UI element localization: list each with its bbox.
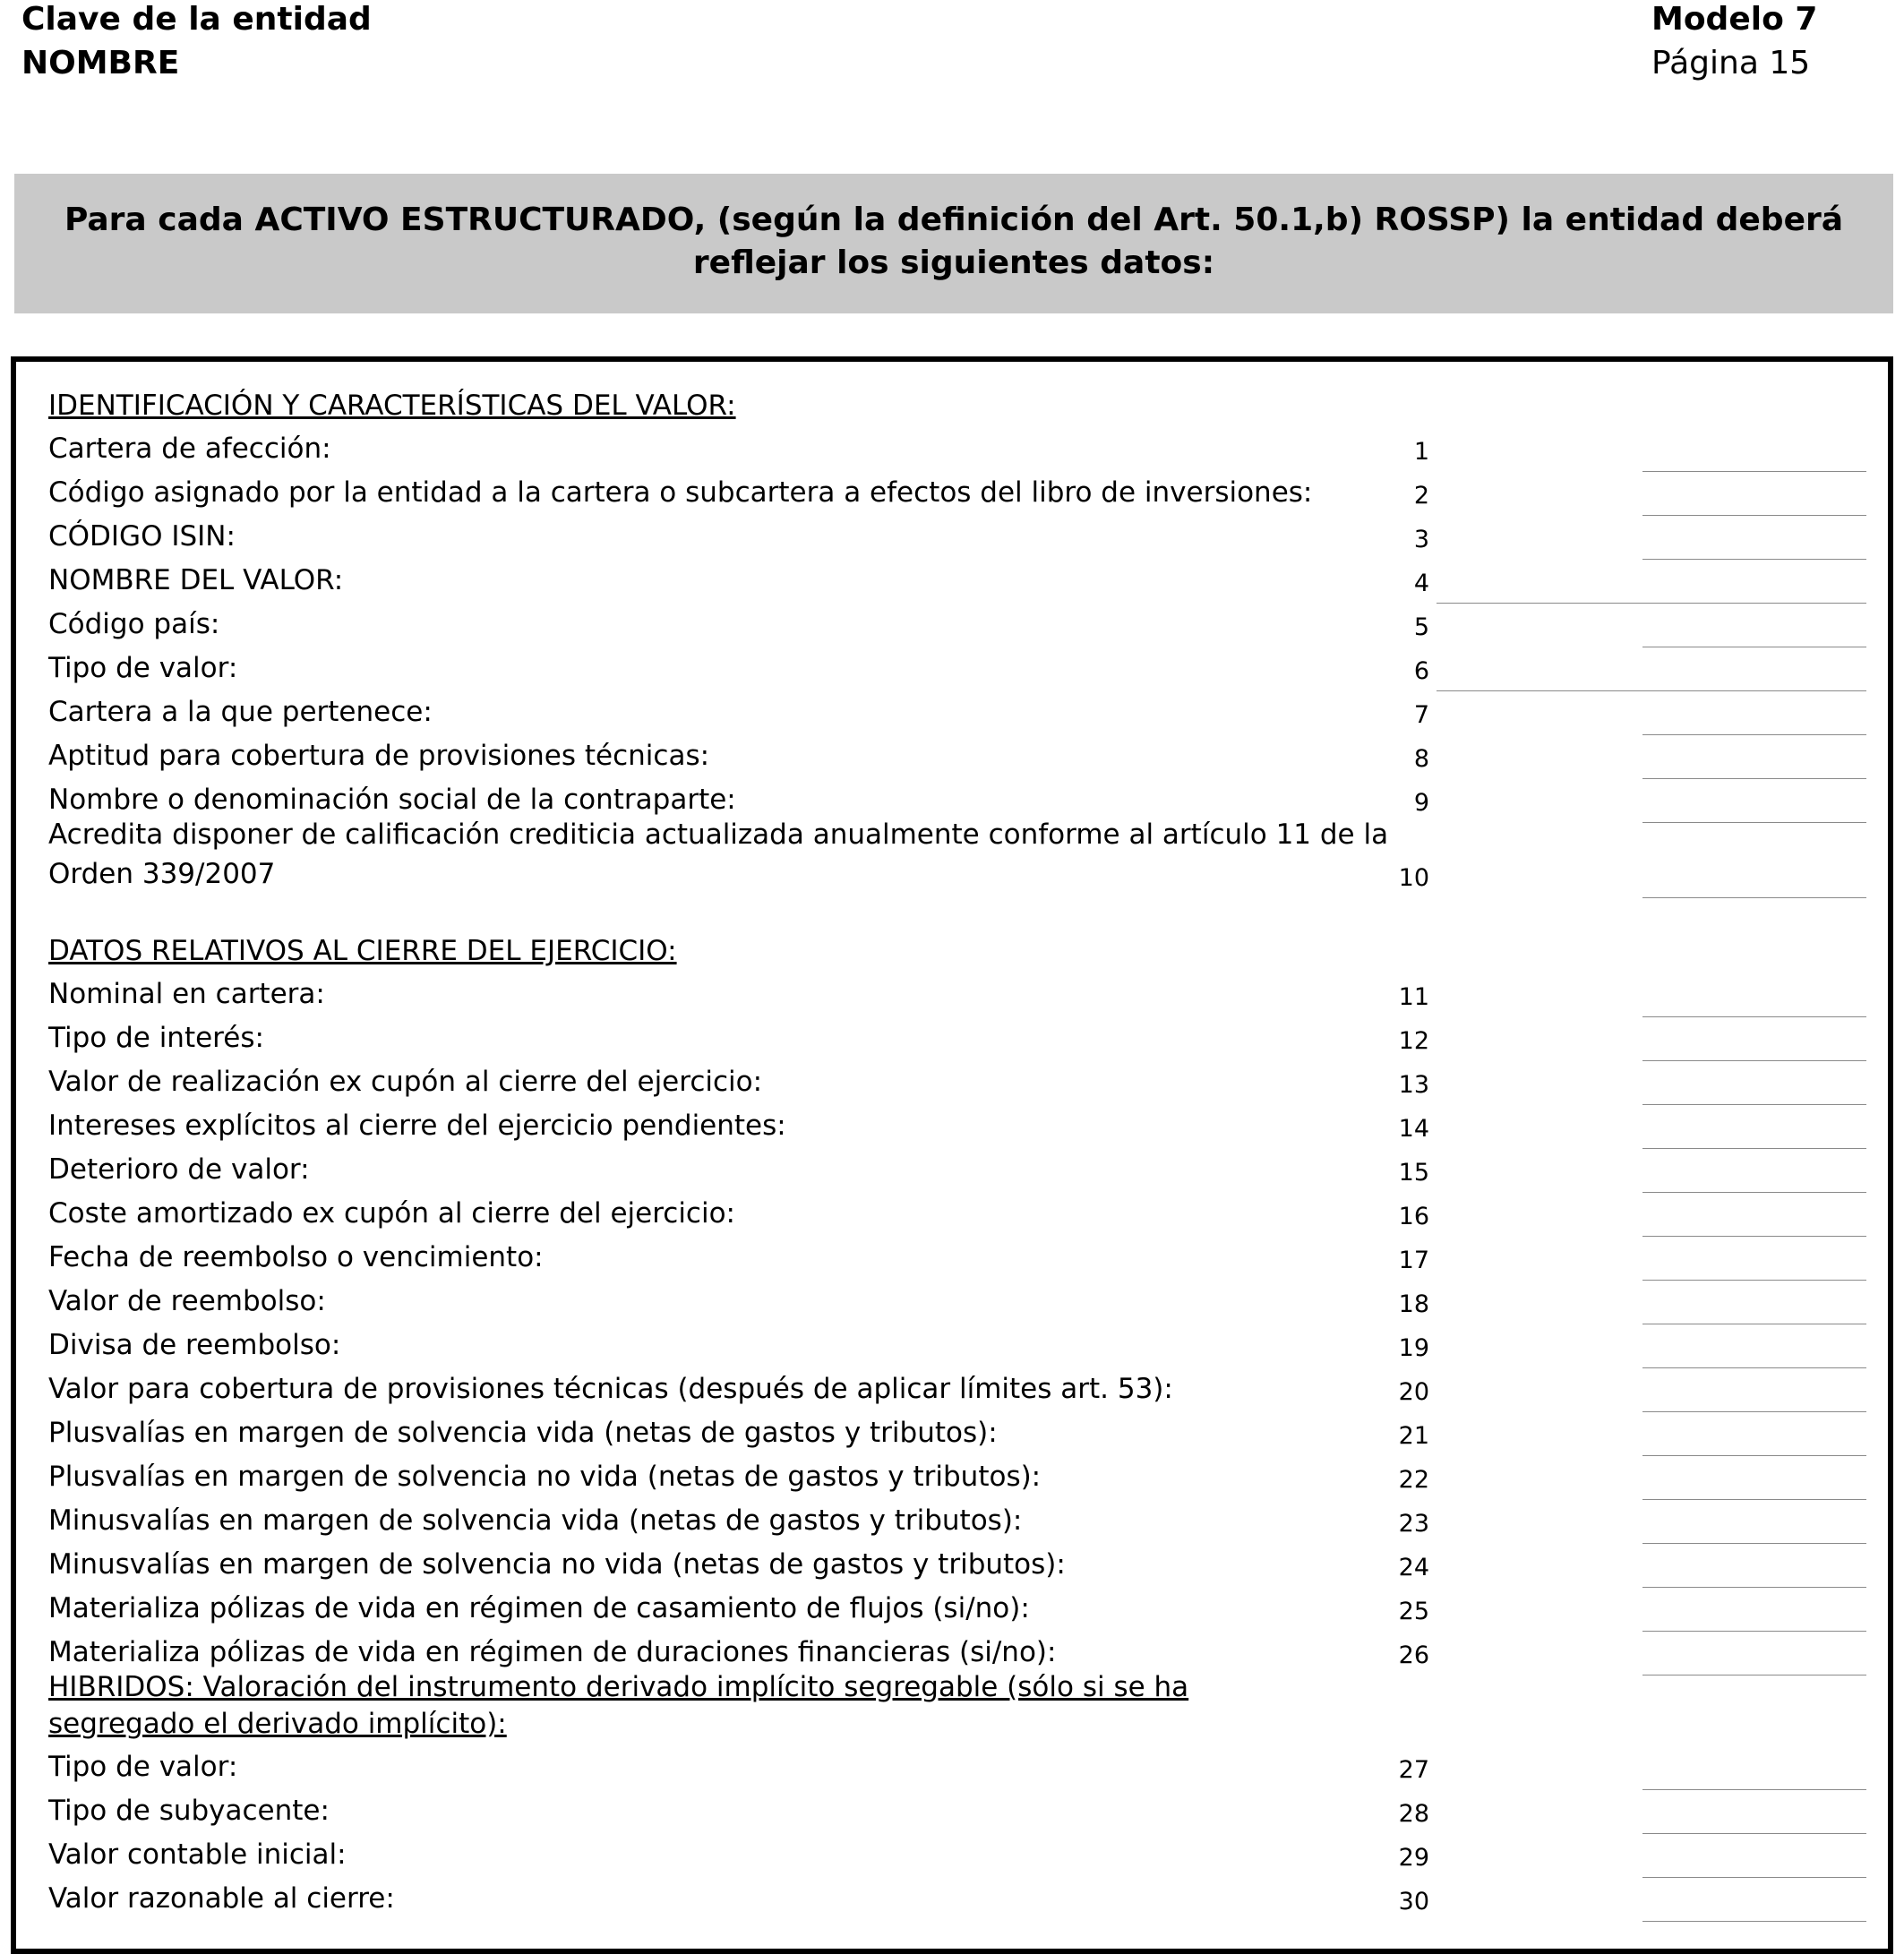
- field-number: 3: [1413, 526, 1429, 553]
- form-row: [48, 1150, 1866, 1194]
- field-number: 24: [1398, 1554, 1429, 1581]
- form-row: [48, 1413, 1866, 1457]
- form-row: [48, 473, 1866, 517]
- form-row: [48, 1879, 1866, 1923]
- entity-key-label: Clave de la entidad: [21, 1, 372, 38]
- section-identification: IDENTIFICACIÓN Y CARACTERÍSTICAS DEL VALOR:: [48, 390, 736, 422]
- field-label: Nominal en cartera:: [48, 978, 325, 1010]
- field-number: 7: [1413, 701, 1429, 729]
- field-label: Coste amortizado ex cupón al cierre del ejercicio:: [48, 1197, 735, 1230]
- form-row: [48, 648, 1866, 692]
- answer-field-line[interactable]: [1642, 1587, 1866, 1588]
- form-row: [48, 1106, 1866, 1150]
- field-label: Divisa de reembolso:: [48, 1329, 341, 1361]
- answer-field-line[interactable]: [1642, 515, 1866, 516]
- form-row: [48, 1194, 1866, 1238]
- form-row: [48, 736, 1866, 780]
- field-label: Plusvalías en margen de solvencia vida (netas de gastos y tributos):: [48, 1417, 998, 1449]
- answer-field-line[interactable]: [1642, 1060, 1866, 1061]
- answer-field-line[interactable]: [1642, 1016, 1866, 1017]
- field-number: 11: [1398, 983, 1429, 1011]
- field-label: Cartera de afección:: [48, 433, 331, 465]
- field-number: 19: [1398, 1334, 1429, 1362]
- field-number: 20: [1398, 1378, 1429, 1406]
- form-row: [48, 561, 1866, 604]
- field-number: 8: [1413, 745, 1429, 773]
- form-row: [48, 1589, 1866, 1633]
- instruction-line-1: Para cada ACTIVO ESTRUCTURADO, (según la definición del Art. 50.1,b) ROSSP) la entidad deberá: [64, 201, 1844, 238]
- answer-field-line[interactable]: [1642, 471, 1866, 472]
- instruction-line-2: reflejar los siguientes datos:: [692, 244, 1215, 281]
- field-label: Minusvalías en margen de solvencia no vida (netas de gastos y tributos):: [48, 1548, 1066, 1581]
- form-row: [48, 1062, 1866, 1106]
- answer-field-line[interactable]: [1642, 1455, 1866, 1456]
- section-closing-data: DATOS RELATIVOS AL CIERRE DEL EJERCICIO:: [48, 935, 677, 967]
- field-number: 4: [1413, 570, 1429, 597]
- field-number: 29: [1398, 1844, 1429, 1872]
- field-number: 22: [1398, 1466, 1429, 1494]
- field-number: 26: [1398, 1641, 1429, 1669]
- field-number: 9: [1413, 789, 1429, 817]
- field-number: 13: [1398, 1071, 1429, 1099]
- field-number: 25: [1398, 1598, 1429, 1625]
- field-number: 17: [1398, 1247, 1429, 1274]
- page-number: Página 15: [1651, 45, 1811, 81]
- field-number: 6: [1413, 657, 1429, 685]
- form-row: [48, 1281, 1866, 1325]
- answer-field-line[interactable]: [1437, 690, 1866, 691]
- field-number: 16: [1398, 1203, 1429, 1230]
- answer-field-line[interactable]: [1642, 1104, 1866, 1105]
- field-label: Tipo de valor:: [48, 1751, 238, 1783]
- form-row: [48, 1633, 1866, 1676]
- form-row: [48, 517, 1866, 561]
- instruction-banner: [14, 174, 1893, 313]
- field-number: 23: [1398, 1510, 1429, 1538]
- field-number: 30: [1398, 1888, 1429, 1915]
- field-label: Código asignado por la entidad a la cartera o subcartera a efectos del libro de inversiones:: [48, 476, 1313, 509]
- field-number: 12: [1398, 1027, 1429, 1055]
- field-number: 18: [1398, 1290, 1429, 1318]
- model-label: Modelo 7: [1651, 1, 1818, 38]
- field-label: Tipo de valor:: [48, 652, 238, 684]
- field-label: Acredita disponer de calificación crediticia actualizada anualmente conforme al artículo 11 de la Orden 339/2007: [48, 818, 1389, 890]
- field-label: CÓDIGO ISIN:: [48, 520, 236, 553]
- form-row: [48, 1791, 1866, 1835]
- answer-field-line[interactable]: [1642, 1148, 1866, 1149]
- answer-field-line[interactable]: [1642, 1877, 1866, 1878]
- field-label: NOMBRE DEL VALOR:: [48, 564, 344, 596]
- answer-field-line[interactable]: [1642, 559, 1866, 560]
- form-row: [48, 1018, 1866, 1062]
- field-label: Plusvalías en margen de solvencia no vida (netas de gastos y tributos):: [48, 1461, 1042, 1493]
- field-number: 27: [1398, 1756, 1429, 1784]
- answer-field-line[interactable]: [1642, 1833, 1866, 1834]
- field-label: Código país:: [48, 608, 220, 640]
- field-label: Deterioro de valor:: [48, 1153, 310, 1186]
- answer-field-line[interactable]: [1642, 1367, 1866, 1368]
- form-row: [48, 1325, 1866, 1369]
- field-label: Valor para cobertura de provisiones técnicas (después de aplicar límites art. 53):: [48, 1373, 1173, 1405]
- form-row: [48, 692, 1866, 736]
- field-number: 15: [1398, 1159, 1429, 1187]
- field-label: Aptitud para cobertura de provisiones técnicas:: [48, 740, 710, 772]
- field-number: 2: [1413, 482, 1429, 510]
- form-row: [48, 1747, 1866, 1791]
- instruction-text: [14, 199, 1893, 285]
- answer-field-line[interactable]: [1642, 1499, 1866, 1500]
- field-label: Valor de realización ex cupón al cierre del ejercicio:: [48, 1066, 763, 1098]
- field-label: Nombre o denominación social de la contraparte:: [48, 784, 736, 816]
- form-row: [48, 819, 1866, 899]
- field-label: Tipo de subyacente:: [48, 1795, 330, 1827]
- field-label: Materializa pólizas de vida en régimen de duraciones financieras (si/no):: [48, 1636, 1057, 1668]
- answer-field-line[interactable]: [1642, 1921, 1866, 1922]
- field-label: Tipo de interés:: [48, 1022, 264, 1054]
- field-label: Intereses explícitos al cierre del ejercicio pendientes:: [48, 1110, 786, 1142]
- answer-field-line[interactable]: [1642, 1280, 1866, 1281]
- field-label: Valor contable inicial:: [48, 1838, 347, 1871]
- form-row: [48, 1238, 1866, 1281]
- field-label: Valor razonable al cierre:: [48, 1882, 395, 1915]
- field-label: Valor de reembolso:: [48, 1285, 326, 1317]
- answer-field-line[interactable]: [1642, 1543, 1866, 1544]
- section-hybrids: HIBRIDOS: Valoración del instrumento derivado implícito segregable (sólo si se ha segregado el derivado implícito):: [48, 1671, 1189, 1740]
- answer-field-line[interactable]: [1642, 1789, 1866, 1790]
- form-row: [48, 1457, 1866, 1501]
- answer-field-line[interactable]: [1642, 1236, 1866, 1237]
- field-label: Fecha de reembolso o vencimiento:: [48, 1241, 544, 1273]
- field-number: 28: [1398, 1800, 1429, 1828]
- field-number: 14: [1398, 1115, 1429, 1143]
- answer-field-line[interactable]: [1642, 1192, 1866, 1193]
- form-row: [48, 974, 1866, 1018]
- form-row: [48, 1545, 1866, 1589]
- form-row: [48, 1369, 1866, 1413]
- form-row: [48, 429, 1866, 473]
- field-label: Cartera a la que pertenece:: [48, 696, 433, 728]
- answer-field-line[interactable]: [1642, 1411, 1866, 1412]
- answer-field-line[interactable]: [1437, 603, 1866, 604]
- field-number: 5: [1413, 613, 1429, 641]
- answer-field-line[interactable]: [1642, 897, 1866, 898]
- answer-field-line[interactable]: [1642, 778, 1866, 779]
- answer-field-line[interactable]: [1642, 734, 1866, 735]
- form-row: [48, 604, 1866, 648]
- field-number: 1: [1413, 438, 1429, 466]
- form-row: [48, 1835, 1866, 1879]
- name-label: NOMBRE: [21, 45, 180, 81]
- field-label: Minusvalías en margen de solvencia vida (netas de gastos y tributos):: [48, 1504, 1023, 1537]
- field-number: 10: [1398, 864, 1429, 892]
- answer-field-line[interactable]: [1642, 1631, 1866, 1632]
- field-label: Materializa pólizas de vida en régimen de casamiento de flujos (si/no):: [48, 1592, 1030, 1624]
- field-number: 21: [1398, 1422, 1429, 1450]
- form-row: [48, 1501, 1866, 1545]
